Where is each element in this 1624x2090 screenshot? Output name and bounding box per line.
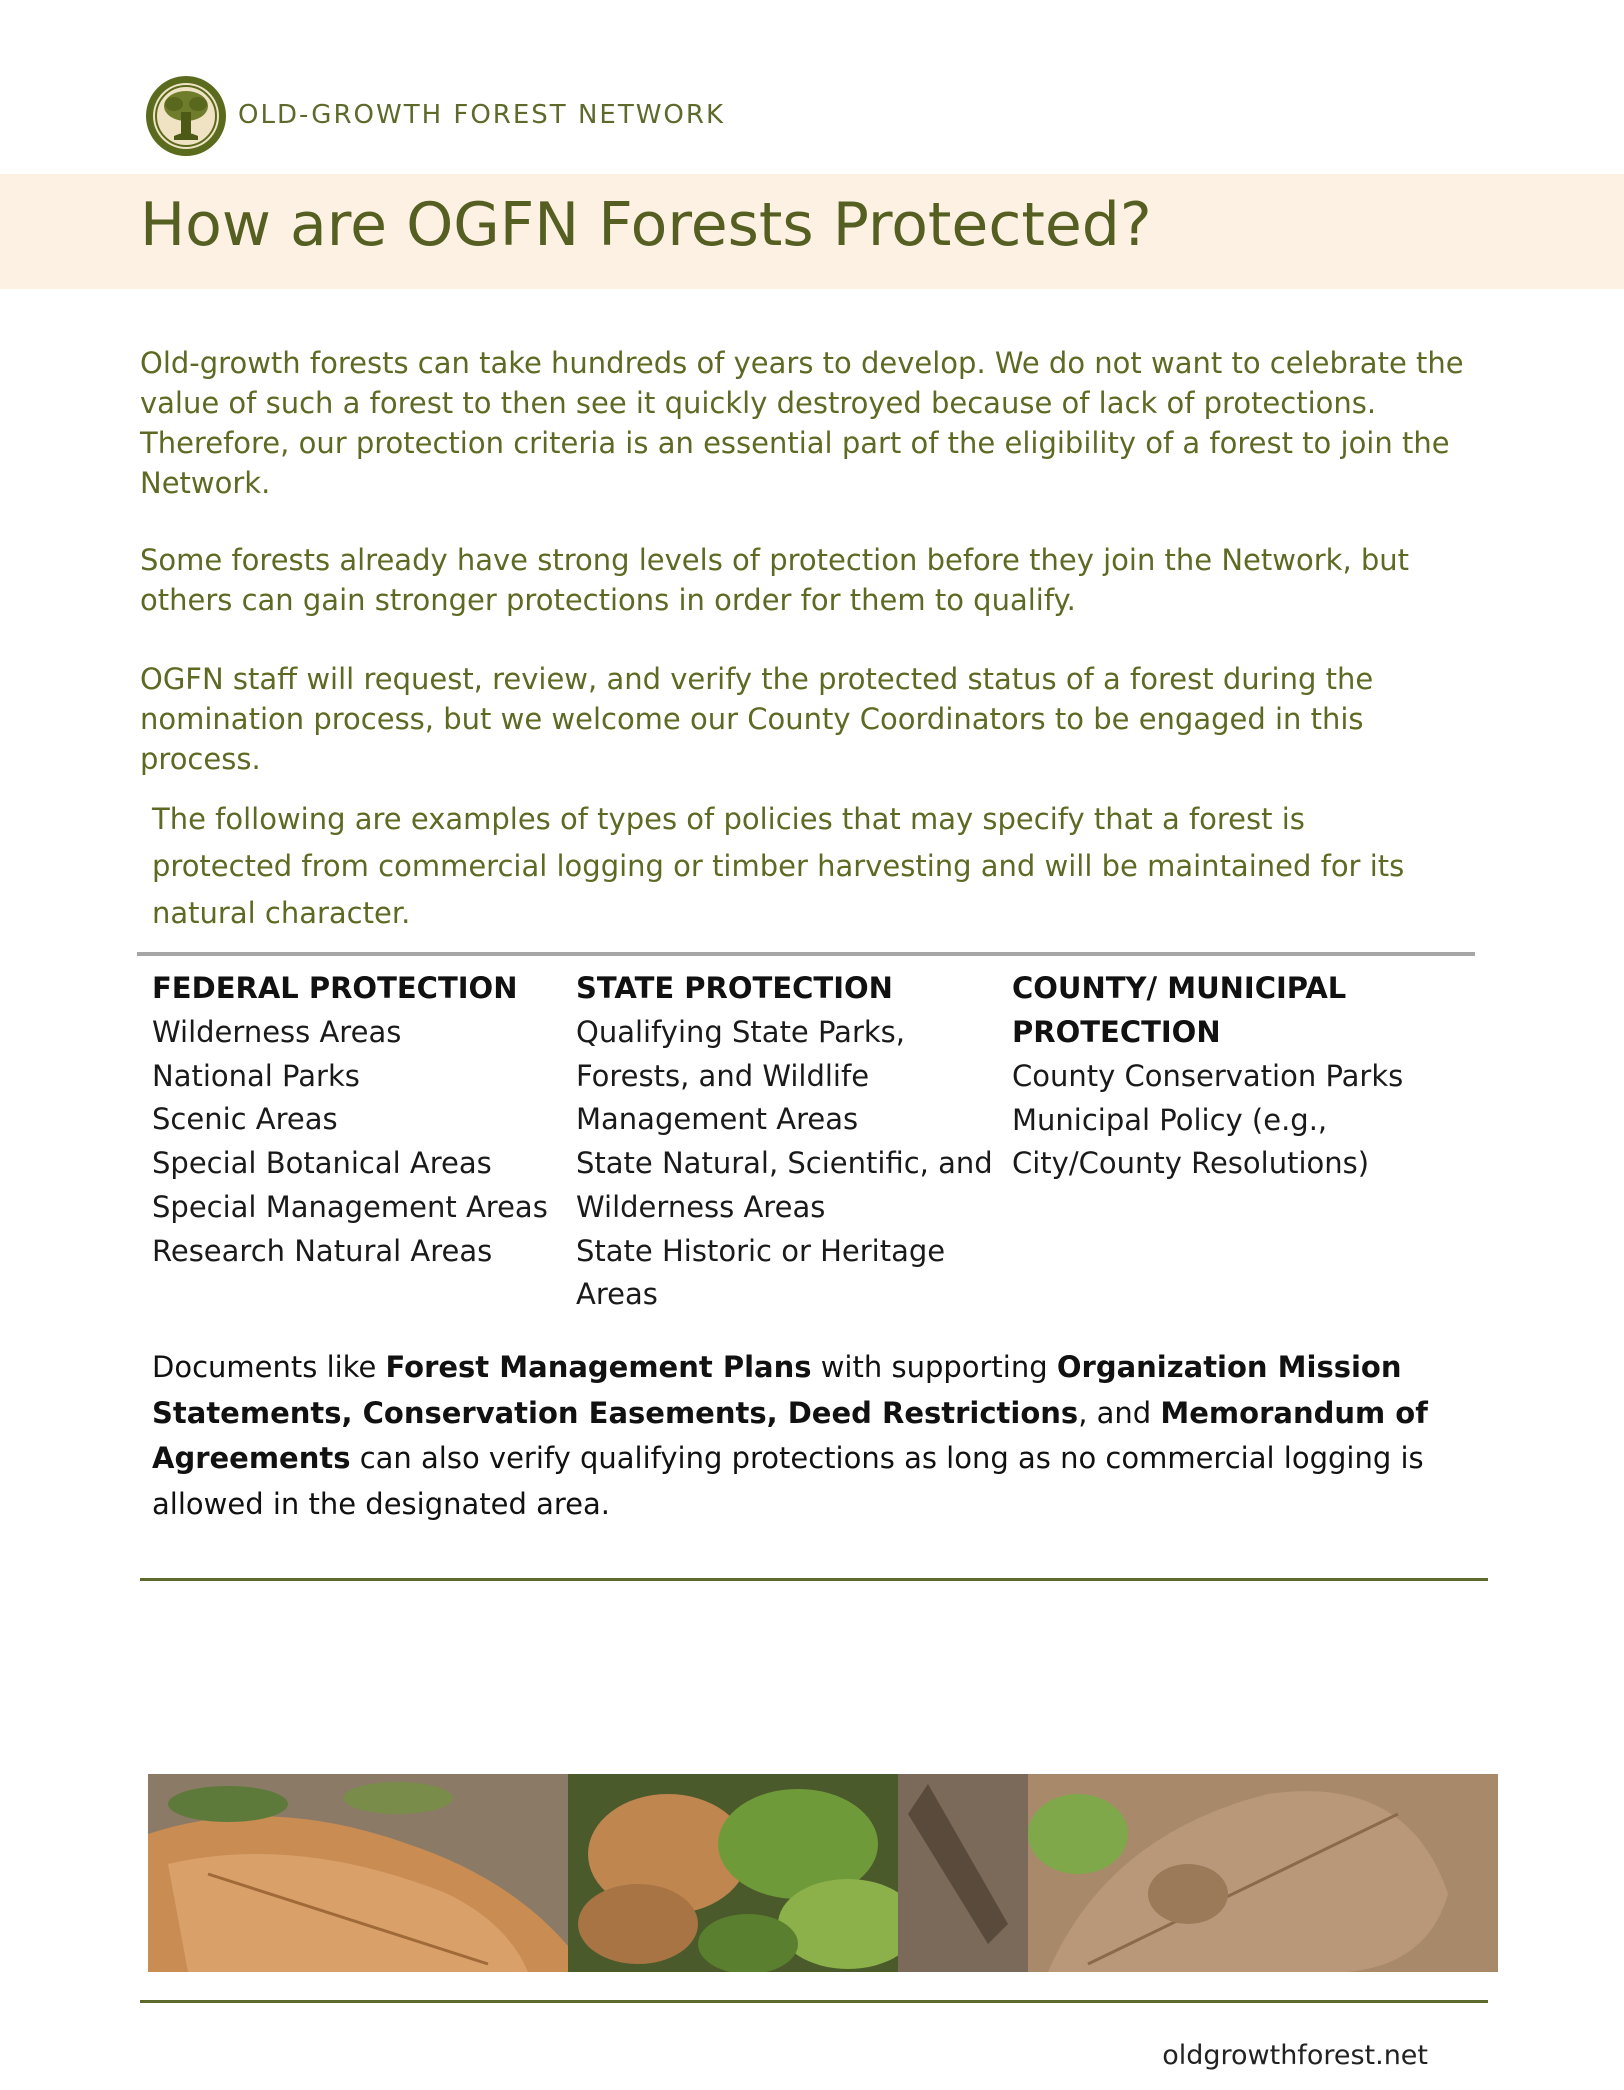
list-item: County Conservation Parks — [1012, 1059, 1404, 1093]
forest-floor-leaves-photo — [148, 1774, 1498, 1972]
list-item: National Parks — [152, 1058, 360, 1093]
list-item: Special Management Areas — [152, 1189, 548, 1224]
examples-paragraph: The following are examples of types of policies that may specify that a forest is protected from commercial logging or timber harvesting and will be maintained for its natural character. — [152, 802, 1405, 930]
intro-paragraph-3: OGFN staff will request, review, and verify the protected status of a forest during the nomination process, but we welcome our County Coordinators to be engaged in this process. — [140, 662, 1374, 776]
documents-text: with supporting — [811, 1350, 1057, 1384]
county-list — [1012, 1055, 1432, 1186]
state-heading: STATE PROTECTION — [576, 971, 893, 1005]
list-item: Research Natural Areas — [152, 1233, 493, 1268]
tree-seal-logo-icon — [144, 74, 228, 158]
county-heading: COUNTY/ MUNICIPAL PROTECTION — [1012, 971, 1347, 1049]
documents-text: , and — [1078, 1395, 1161, 1430]
list-item: Wilderness Areas — [152, 1015, 402, 1049]
documents-bold-term: Memorandum of Agreements — [152, 1395, 1428, 1475]
documents-bold-term: Forest Management Plans — [385, 1350, 812, 1384]
documents-text: Documents like — [152, 1350, 386, 1384]
page-title: How are OGFN Forests Protected? — [140, 190, 1152, 260]
state-protection-column — [576, 966, 996, 1317]
website-url[interactable]: oldgrowthforest.net — [1162, 2040, 1428, 2071]
intro-paragraph-1: Old-growth forests can take hundreds of years to develop. We do not want to celebrate the value of such a forest to then see it quickly destroyed because of lack of protections. Therefore, our protection criteria is an essential part of the eligibility of a forest to join the Network. — [140, 346, 1464, 500]
list-item: State Historic or Heritage Areas — [576, 1233, 946, 1312]
documents-text: can also verify qualifying protections as long as no commercial logging is allowed in the designated area. — [152, 1441, 1424, 1521]
documents-paragraph — [152, 1345, 1452, 1527]
federal-protection-column — [152, 966, 572, 1273]
state-list — [576, 1011, 996, 1317]
list-item: Municipal Policy (e.g., City/County Resolutions) — [1012, 1102, 1370, 1181]
documents-bold-term: Organization Mission Statements, Conservation Easements, Deed Restrictions — [152, 1350, 1402, 1430]
list-item: Scenic Areas — [152, 1102, 338, 1137]
list-item: State Natural, Scientific, and Wilderness Areas — [576, 1146, 993, 1224]
footer-divider-bottom — [140, 2000, 1488, 2003]
list-item: Qualifying State Parks, Forests, and Wildlife Management Areas — [576, 1015, 905, 1137]
county-protection-column — [1012, 966, 1432, 1186]
footer-divider-top — [140, 1578, 1488, 1581]
federal-list — [152, 1011, 572, 1273]
list-item: Special Botanical Areas — [152, 1146, 492, 1181]
federal-heading: FEDERAL PROTECTION — [152, 971, 518, 1005]
section-divider — [137, 952, 1475, 956]
intro-paragraph-2: Some forests already have strong levels of protection before they join the Network, but others can gain stronger protections in order for them to qualify. — [140, 543, 1410, 617]
organization-name: OLD-GROWTH FOREST NETWORK — [238, 100, 725, 130]
